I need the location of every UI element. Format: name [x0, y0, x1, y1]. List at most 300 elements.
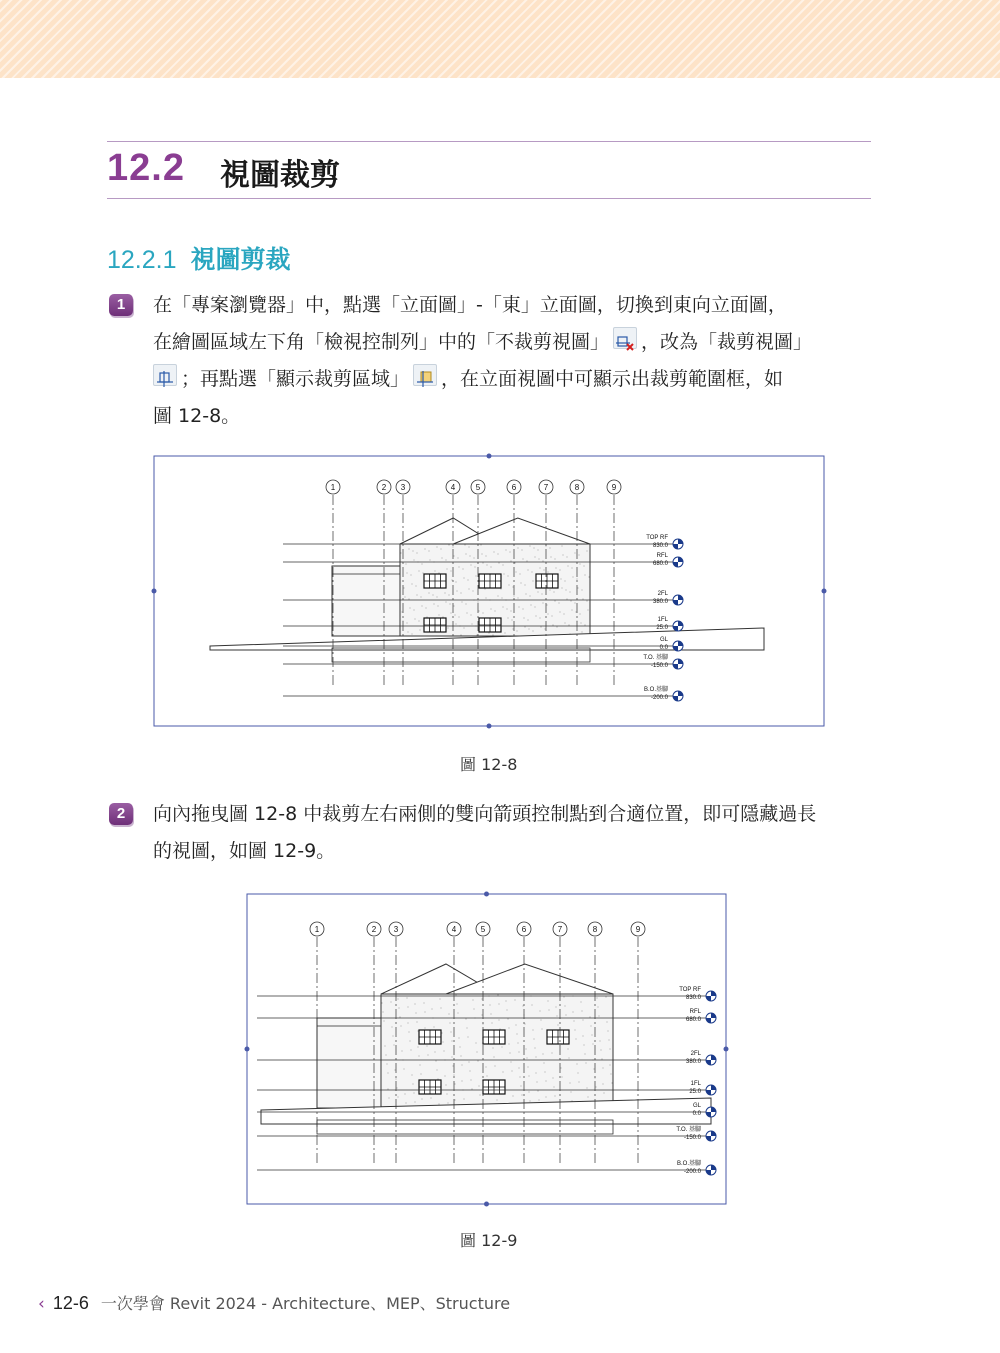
figure-caption: 圖 12-9 — [460, 1231, 518, 1250]
wall-texture-dot — [543, 1054, 544, 1055]
level-name: GL — [692, 1103, 701, 1109]
wall-texture-dot — [528, 1067, 529, 1068]
step-text: 在繪圖區域左下角「檢視控制列」中的「不裁剪視圖」 — [153, 331, 610, 353]
wall-texture-dot — [446, 602, 447, 603]
wall-texture-dot — [510, 552, 511, 553]
wall-texture-dot — [402, 612, 403, 613]
wall-texture-dot — [479, 611, 480, 612]
wall-texture-dot — [420, 1065, 421, 1066]
crop-handle — [487, 724, 492, 729]
step-badge: 2 — [109, 803, 133, 825]
wall-texture-dot — [389, 1098, 390, 1099]
wall-texture-dot — [503, 565, 504, 566]
section-number: 12.2 — [107, 147, 185, 189]
wall-texture-dot — [474, 558, 475, 559]
annex-wall — [317, 1018, 381, 1108]
wall-texture-dot — [555, 601, 556, 602]
wall-texture-dot — [516, 572, 517, 573]
wall-texture-dot — [509, 1028, 510, 1029]
wall-texture-dot — [562, 588, 563, 589]
wall-texture-dot — [528, 620, 529, 621]
crop-handle — [822, 589, 827, 594]
wall-texture-dot — [545, 629, 546, 630]
level-name: T.O. 基腳 — [643, 655, 668, 661]
wall-texture-dot — [536, 1057, 537, 1058]
wall-texture-dot — [531, 605, 532, 606]
wall-texture-dot — [596, 1087, 597, 1088]
level-value: 25.0 — [689, 1089, 701, 1095]
wall-texture-dot — [429, 551, 430, 552]
wall-texture-dot — [445, 1076, 446, 1077]
show-crop-region-icon — [413, 364, 437, 386]
wall-texture-dot — [599, 1016, 600, 1017]
grid-label: 9 — [635, 925, 641, 934]
level-name: 2FL — [657, 591, 668, 597]
wall-texture-dot — [553, 625, 554, 626]
wall-texture-dot — [579, 555, 580, 556]
section-top-rule — [107, 141, 871, 142]
wall-texture-dot — [478, 602, 479, 603]
step-text: ；再點選「顯示裁剪區域」 — [181, 368, 410, 390]
wall-texture-dot — [437, 547, 438, 548]
wall-texture-dot — [425, 549, 426, 550]
wall-texture-dot — [509, 1044, 510, 1045]
wall-texture-dot — [413, 551, 414, 552]
wall-texture-dot — [608, 1031, 609, 1032]
wall-texture-dot — [422, 606, 423, 607]
wall-texture-dot — [548, 1001, 549, 1002]
grid-label: 7 — [543, 483, 549, 492]
wall-texture-dot — [570, 1083, 571, 1084]
subsection-title: 視圖剪裁 — [190, 245, 291, 274]
level-value: 380.0 — [652, 599, 668, 605]
level-name: GL — [659, 637, 668, 643]
wall-texture-dot — [447, 569, 448, 570]
wall-texture-dot — [578, 1073, 579, 1074]
wall-texture-dot — [393, 1036, 394, 1037]
wall-texture-dot — [556, 1007, 557, 1008]
crop-handle — [484, 892, 489, 897]
wall-texture-dot — [483, 563, 484, 564]
wall-texture-dot — [402, 1051, 403, 1052]
elevation-drawing — [241, 888, 733, 1212]
crop-handle — [724, 1047, 729, 1052]
wall-texture-dot — [587, 601, 588, 602]
wall-texture-dot — [408, 1007, 409, 1008]
wall-texture-dot — [607, 1022, 608, 1023]
wall-texture-dot — [557, 627, 558, 628]
section-title: 視圖裁剪 — [220, 158, 340, 193]
wall-texture-dot — [388, 1089, 389, 1090]
wall-texture-dot — [502, 1047, 503, 1048]
wall-texture-dot — [409, 599, 410, 600]
wall-texture-dot — [415, 619, 416, 620]
wall-texture-dot — [412, 634, 413, 635]
page-footer — [38, 1291, 510, 1314]
wall-texture-dot — [387, 1064, 388, 1065]
crop-handle — [152, 589, 157, 594]
wall-texture-dot — [501, 589, 502, 590]
wall-texture-dot — [569, 625, 570, 626]
wall-texture-dot — [523, 609, 524, 610]
wall-texture-dot — [558, 1025, 559, 1026]
wall-texture-dot — [529, 1076, 530, 1077]
wall-texture-dot — [499, 1020, 500, 1021]
wall-texture-dot — [388, 1073, 389, 1074]
wall-texture-dot — [513, 629, 514, 630]
level-name: TOP RF — [679, 987, 701, 993]
wall-texture-dot — [573, 577, 574, 578]
wall-texture-dot — [577, 1064, 578, 1065]
wall-texture-dot — [503, 607, 504, 608]
step-text: 向內拖曳圖 12-8 中裁剪左右兩側的雙向箭頭控制點到合適位置，即可隱藏過長 — [153, 803, 817, 825]
wall-texture-dot — [507, 1010, 508, 1011]
wall-texture-dot — [417, 595, 418, 596]
wall-texture-dot — [515, 1000, 516, 1001]
wall-texture-dot — [540, 1011, 541, 1012]
wall-texture-dot — [459, 1038, 460, 1039]
wall-texture-dot — [447, 1094, 448, 1095]
wall-texture-dot — [453, 547, 454, 548]
wall-texture-dot — [452, 1041, 453, 1042]
wall-texture-dot — [417, 553, 418, 554]
wall-texture-dot — [594, 1069, 595, 1070]
wall-texture-dot — [464, 578, 465, 579]
top-decorative-band — [0, 0, 1000, 78]
wall-texture-dot — [479, 1086, 480, 1087]
wall-texture-dot — [517, 1034, 518, 1035]
wall-texture-dot — [542, 594, 543, 595]
wall-texture-dot — [609, 1040, 610, 1041]
wall-texture-dot — [407, 623, 408, 624]
wall-texture-dot — [406, 1103, 407, 1104]
wall-texture-dot — [410, 1041, 411, 1042]
wall-texture-dot — [421, 597, 422, 598]
wall-texture-dot — [470, 1071, 471, 1072]
wall-texture-dot — [507, 609, 508, 610]
wall-texture-dot — [538, 550, 539, 551]
step-2-paragraph — [153, 796, 873, 870]
level-name: 1FL — [690, 1081, 701, 1087]
wall-texture-dot — [516, 1025, 517, 1026]
wall-texture-dot — [414, 560, 415, 561]
wall-texture-dot — [523, 559, 524, 560]
wall-texture-dot — [500, 1029, 501, 1030]
wall-texture-dot — [525, 627, 526, 628]
wall-texture-dot — [442, 558, 443, 559]
wall-texture-dot — [587, 1088, 588, 1089]
wall-texture-dot — [499, 1004, 500, 1005]
book-title: 一次學會 Revit 2024 - Architecture、MEP、Structure — [100, 1294, 511, 1313]
wall-texture-dot — [520, 1077, 521, 1078]
wall-texture-dot — [475, 567, 476, 568]
level-value: 25.0 — [656, 625, 668, 631]
wall-texture-dot — [450, 604, 451, 605]
wall-texture-dot — [539, 1100, 540, 1101]
wall-texture-dot — [522, 550, 523, 551]
wall-texture-dot — [533, 1030, 534, 1031]
wall-texture-dot — [472, 624, 473, 625]
wall-texture-dot — [440, 999, 441, 1000]
wall-texture-dot — [464, 1099, 465, 1100]
wall-texture-dot — [399, 1008, 400, 1009]
wall-texture-dot — [512, 620, 513, 621]
no-crop-view-icon — [613, 327, 637, 349]
wall-texture-dot — [511, 561, 512, 562]
wall-texture-dot — [384, 1021, 385, 1022]
wall-texture-dot — [462, 1081, 463, 1082]
wall-texture-dot — [469, 547, 470, 548]
step-1-paragraph — [153, 287, 873, 435]
wall-texture-dot — [518, 598, 519, 599]
wall-texture-dot — [514, 596, 515, 597]
step-text: ，改為「裁剪視圖」 — [641, 331, 813, 353]
wall-texture-dot — [537, 1082, 538, 1083]
wall-texture-dot — [486, 598, 487, 599]
wall-texture-dot — [455, 615, 456, 616]
wall-texture-dot — [535, 607, 536, 608]
wall-texture-dot — [470, 556, 471, 557]
wall-texture-dot — [580, 614, 581, 615]
wall-texture-dot — [385, 1046, 386, 1047]
level-value: -150.0 — [650, 663, 668, 669]
wall-texture-dot — [518, 1043, 519, 1044]
wall-texture-dot — [427, 1046, 428, 1047]
wall-texture-dot — [400, 1017, 401, 1018]
wall-texture-dot — [498, 554, 499, 555]
page-number: 12-6 — [52, 1293, 89, 1313]
wall-texture-dot — [408, 632, 409, 633]
wall-texture-dot — [532, 572, 533, 573]
wall-texture-dot — [603, 1084, 604, 1085]
wall-texture-dot — [452, 1057, 453, 1058]
wall-texture-dot — [565, 623, 566, 624]
wall-texture-dot — [550, 590, 551, 591]
level-value: 0.0 — [692, 1111, 701, 1117]
wall-texture-dot — [502, 598, 503, 599]
wall-texture-dot — [528, 570, 529, 571]
level-value: -200.0 — [650, 695, 668, 701]
wall-texture-dot — [520, 574, 521, 575]
wall-texture-dot — [451, 613, 452, 614]
wall-texture-dot — [598, 1007, 599, 1008]
wall-texture-dot — [432, 1009, 433, 1010]
wall-texture-dot — [560, 612, 561, 613]
level-name: T.O. 基腳 — [676, 1127, 701, 1133]
level-name: RFL — [656, 553, 668, 559]
wall-texture-dot — [480, 1095, 481, 1096]
wall-texture-dot — [438, 1079, 439, 1080]
wall-texture-dot — [504, 574, 505, 575]
wall-texture-dot — [437, 1070, 438, 1071]
wall-texture-dot — [454, 606, 455, 607]
wall-texture-dot — [460, 1047, 461, 1048]
grid-label: 9 — [611, 483, 617, 492]
wall-texture-dot — [585, 625, 586, 626]
wall-texture-dot — [550, 548, 551, 549]
wall-texture-dot — [405, 1094, 406, 1095]
wall-texture-dot — [426, 608, 427, 609]
wall-texture-dot — [552, 616, 553, 617]
wall-texture-dot — [581, 623, 582, 624]
wall-texture-dot — [477, 635, 478, 636]
wall-texture-dot — [508, 576, 509, 577]
wall-texture-dot — [490, 1005, 491, 1006]
wall-texture-dot — [498, 995, 499, 996]
wall-texture-dot — [477, 1052, 478, 1053]
wall-texture-dot — [461, 593, 462, 594]
wall-texture-dot — [568, 566, 569, 567]
wall-texture-dot — [540, 568, 541, 569]
wall-texture-dot — [509, 585, 510, 586]
wall-texture-dot — [406, 564, 407, 565]
wall-texture-dot — [423, 573, 424, 574]
wall-texture-dot — [526, 594, 527, 595]
wall-texture-dot — [533, 631, 534, 632]
wall-texture-dot — [482, 554, 483, 555]
wall-texture-dot — [591, 1026, 592, 1027]
wall-texture-dot — [553, 1078, 554, 1079]
wall-texture-dot — [494, 1057, 495, 1058]
wall-texture-dot — [610, 1065, 611, 1066]
wall-texture-dot — [420, 630, 421, 631]
wall-texture-dot — [586, 1063, 587, 1064]
wall-texture-dot — [418, 1031, 419, 1032]
wall-texture-dot — [546, 1081, 547, 1082]
wall-texture-dot — [505, 633, 506, 634]
wall-texture-dot — [439, 573, 440, 574]
wall-texture-dot — [604, 1093, 605, 1094]
wall-texture-dot — [579, 1082, 580, 1083]
wall-texture-dot — [456, 624, 457, 625]
chevron-left-icon: ‹ — [38, 1294, 45, 1314]
wall-texture-dot — [449, 1014, 450, 1015]
wall-texture-dot — [473, 591, 474, 592]
wall-texture-dot — [410, 608, 411, 609]
wall-texture-dot — [451, 571, 452, 572]
wall-texture-dot — [576, 1039, 577, 1040]
wall-texture-dot — [492, 1023, 493, 1024]
wall-texture-dot — [434, 1027, 435, 1028]
wall-texture-dot — [471, 565, 472, 566]
wall-texture-dot — [582, 590, 583, 591]
level-value: -200.0 — [683, 1169, 701, 1175]
crop-view-icon — [153, 364, 177, 386]
wall-texture-dot — [444, 1051, 445, 1052]
wall-texture-dot — [449, 545, 450, 546]
wall-texture-dot — [439, 1104, 440, 1105]
wall-texture-dot — [481, 545, 482, 546]
wall-texture-dot — [512, 1071, 513, 1072]
wall-texture-dot — [554, 1087, 555, 1088]
wall-texture-dot — [510, 1053, 511, 1054]
wall-texture-dot — [572, 610, 573, 611]
grid-label: 4 — [451, 925, 457, 934]
wall-texture-dot — [515, 563, 516, 564]
wall-texture-dot — [555, 559, 556, 560]
wall-texture-dot — [567, 557, 568, 558]
wall-texture-dot — [485, 589, 486, 590]
wall-texture-dot — [424, 1003, 425, 1004]
wall-texture-dot — [498, 596, 499, 597]
grid-label: 2 — [371, 925, 377, 934]
wall-texture-dot — [545, 1072, 546, 1073]
wall-texture-dot — [497, 1100, 498, 1101]
wall-texture-dot — [556, 568, 557, 569]
wall-texture-dot — [583, 599, 584, 600]
wall-texture-dot — [453, 1066, 454, 1067]
level-name: B.O.基腳 — [676, 1161, 701, 1167]
wall-texture-dot — [397, 1088, 398, 1089]
wall-texture-dot — [448, 1103, 449, 1104]
elevation-drawing — [148, 450, 832, 734]
wall-texture-dot — [468, 1037, 469, 1038]
wall-texture-dot — [499, 563, 500, 564]
wall-texture-dot — [442, 1033, 443, 1034]
wall-texture-dot — [419, 1056, 420, 1057]
wall-texture-dot — [456, 582, 457, 583]
wall-texture-dot — [491, 567, 492, 568]
wall-texture-dot — [461, 635, 462, 636]
wall-texture-dot — [566, 590, 567, 591]
wall-texture-dot — [567, 599, 568, 600]
wall-texture-dot — [563, 555, 564, 556]
wall-texture-dot — [543, 561, 544, 562]
wall-texture-dot — [459, 567, 460, 568]
wall-texture-dot — [415, 1102, 416, 1103]
wall-texture-dot — [443, 1042, 444, 1043]
wall-texture-dot — [472, 1089, 473, 1090]
wall-texture-dot — [555, 1096, 556, 1097]
wall-texture-dot — [441, 549, 442, 550]
wall-texture-dot — [518, 548, 519, 549]
wall-texture-dot — [506, 550, 507, 551]
wall-texture-dot — [600, 1041, 601, 1042]
wall-texture-dot — [588, 610, 589, 611]
wall-texture-dot — [414, 610, 415, 611]
wall-texture-dot — [582, 1011, 583, 1012]
wall-texture-dot — [583, 1020, 584, 1021]
wall-texture-dot — [408, 1023, 409, 1024]
wall-texture-dot — [398, 999, 399, 1000]
wall-texture-dot — [561, 579, 562, 580]
wall-texture-dot — [471, 615, 472, 616]
wall-texture-dot — [584, 1045, 585, 1046]
wall-texture-dot — [461, 1056, 462, 1057]
wall-texture-dot — [583, 1036, 584, 1037]
wall-texture-dot — [544, 570, 545, 571]
wall-texture-dot — [458, 558, 459, 559]
level-name: RFL — [689, 1009, 701, 1015]
wall-texture-dot — [419, 571, 420, 572]
wall-texture-dot — [395, 1070, 396, 1071]
wall-texture-dot — [466, 1019, 467, 1020]
wall-texture-dot — [483, 613, 484, 614]
wall-texture-dot — [495, 1066, 496, 1067]
wall-texture-dot — [590, 1017, 591, 1018]
wall-texture-dot — [602, 1059, 603, 1060]
wall-texture-dot — [524, 618, 525, 619]
wall-texture-dot — [525, 1024, 526, 1025]
wall-texture-dot — [464, 628, 465, 629]
wall-texture-dot — [457, 1004, 458, 1005]
wall-texture-dot — [437, 597, 438, 598]
wall-texture-dot — [521, 583, 522, 584]
wall-texture-dot — [565, 581, 566, 582]
step-text: ，在立面視圖中可顯示出裁剪範圍框，如 — [441, 368, 784, 390]
wall-texture-dot — [561, 1068, 562, 1069]
grid-label: 6 — [521, 925, 527, 934]
